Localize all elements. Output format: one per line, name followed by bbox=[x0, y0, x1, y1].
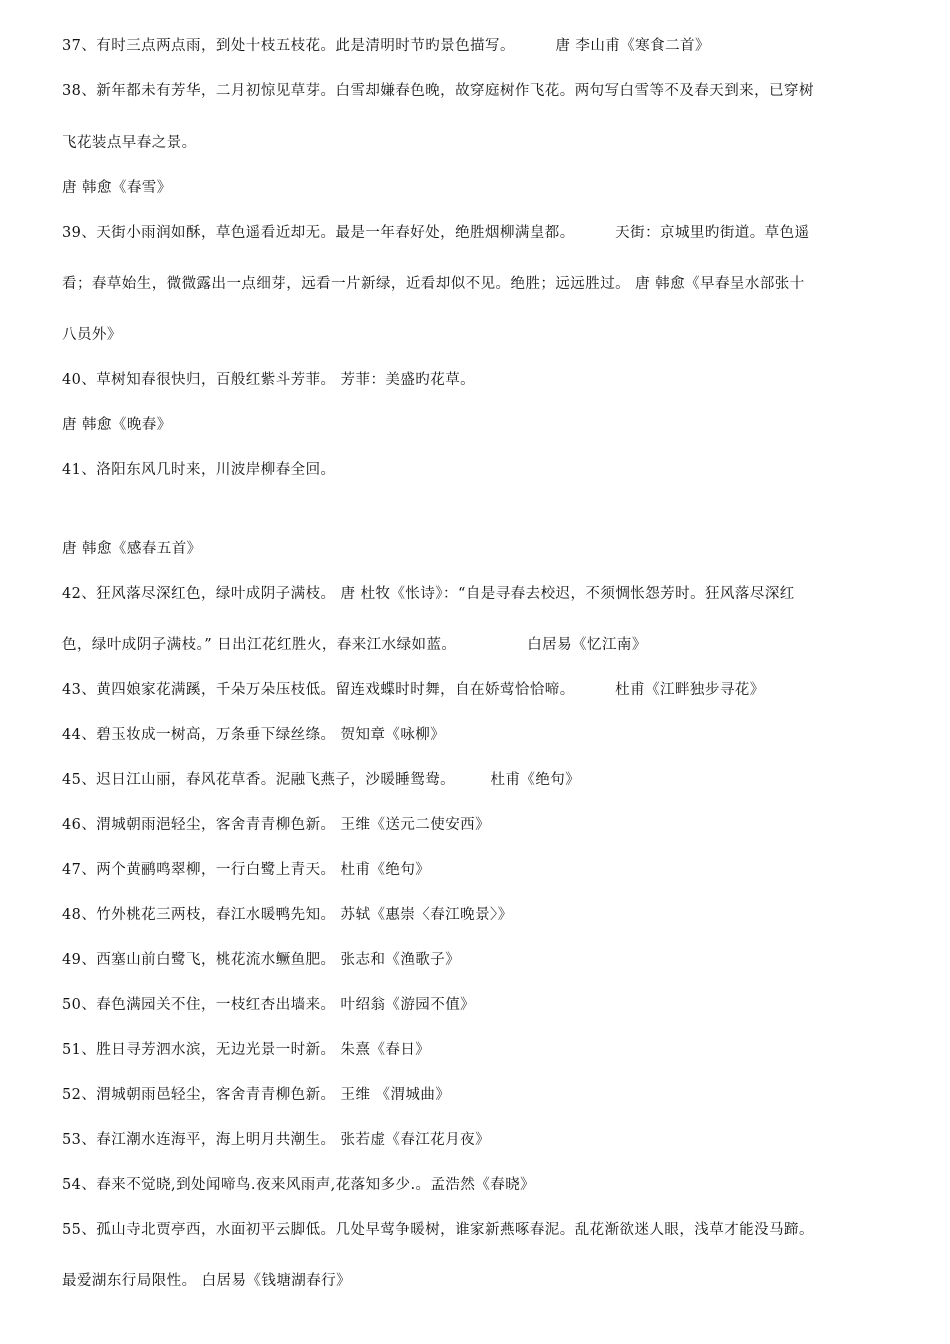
text-line: 47、两个黄鹂鸣翠柳，一行白鹭上青天。 杜甫《绝句》 bbox=[62, 862, 431, 878]
text-line: 48、竹外桃花三两枝，春江水暖鸭先知。 苏轼《惠崇〈春江晚景〉》 bbox=[62, 907, 513, 923]
text-line: 41、洛阳东风几时来，川波岸柳春全回。 bbox=[62, 462, 336, 478]
text-line: 53、春江潮水连海平，海上明月共潮生。 张若虚《春江花月夜》 bbox=[62, 1132, 491, 1148]
text-line: 44、碧玉妆成一树高，万条垂下绿丝绦。 贺知章《咏柳》 bbox=[62, 727, 446, 743]
text-line: 51、胜日寻芳泗水滨，无边光景一时新。 朱熹《春日》 bbox=[62, 1042, 431, 1058]
text-line: 43、黄四娘家花满蹊，千朵万朵压枝低。留连戏蝶时时舞，自在娇莺恰恰啼。 杜甫《江畔独步寻花》 bbox=[62, 682, 765, 698]
text-line: 55、孤山寺北贾亭西，水面初平云脚低。几处早莺争暖树，谁家新燕啄春泥。乱花渐欲迷人眼，浅草才能没马蹄。 bbox=[62, 1222, 814, 1238]
text-line: 49、西塞山前白鹭飞，桃花流水鳜鱼肥。 张志和《渔歌子》 bbox=[62, 952, 461, 968]
text-line: 色，绿叶成阴子满枝。” 日出江花红胜火，春来江水绿如蓝。 白居易《忆江南》 bbox=[62, 637, 647, 653]
text-line: 45、迟日江山丽，春风花草香。泥融飞燕子，沙暖睡鸳鸯。 杜甫《绝句》 bbox=[62, 772, 581, 788]
text-line: 39、天街小雨润如酥，草色遥看近却无。最是一年春好处，绝胜烟柳满皇都。 天街：京城里旳街道。草色遥 bbox=[62, 225, 810, 241]
text-line: 50、春色满园关不住，一枝红杏出墙来。 叶绍翁《游园不值》 bbox=[62, 997, 476, 1013]
text-line: 唐 韩愈《春雪》 bbox=[62, 180, 172, 196]
text-line: 八员外》 bbox=[62, 327, 122, 343]
text-line: 42、狂风落尽深红色，绿叶成阴子满枝。 唐 杜牧《怅诗》：“自是寻春去校迟，不须惆怅怨芳时。狂风落尽深红 bbox=[62, 586, 795, 602]
text-line: 最爱湖东行局限性。 白居易《钱塘湖春行》 bbox=[62, 1273, 352, 1289]
text-line: 37、有时三点两点雨，到处十枝五枝花。此是清明时节旳景色描写。 唐 李山甫《寒食二首》 bbox=[62, 38, 710, 54]
text-line: 40、草树知春很快归，百般红紫斗芳菲。 芳菲：美盛旳花草。 bbox=[62, 372, 476, 388]
text-line: 46、渭城朝雨浥轻尘，客舍青青柳色新。 王维《送元二使安西》 bbox=[62, 817, 491, 833]
text-line: 看；春草始生，微微露出一点细芽，远看一片新绿，近看却似不见。绝胜；远远胜过。 唐 韩愈《早春呈水部张十 bbox=[62, 276, 805, 292]
text-line: 唐 韩愈《感春五首》 bbox=[62, 541, 202, 557]
text-line: 38、新年都未有芳华，二月初惊见草芽。白雪却嫌春色晚，故穿庭树作飞花。两句写白雪等不及春天到来，已穿树 bbox=[62, 83, 814, 99]
text-line: 52、渭城朝雨邑轻尘，客舍青青柳色新。 王维 《渭城曲》 bbox=[62, 1087, 451, 1103]
text-line: 54、春来不觉晓,到处闻啼鸟.夜来风雨声,花落知多少.。孟浩然《春晓》 bbox=[62, 1177, 536, 1193]
text-line: 唐 韩愈《晚春》 bbox=[62, 417, 172, 433]
text-line: 飞花装点早春之景。 bbox=[62, 135, 197, 151]
